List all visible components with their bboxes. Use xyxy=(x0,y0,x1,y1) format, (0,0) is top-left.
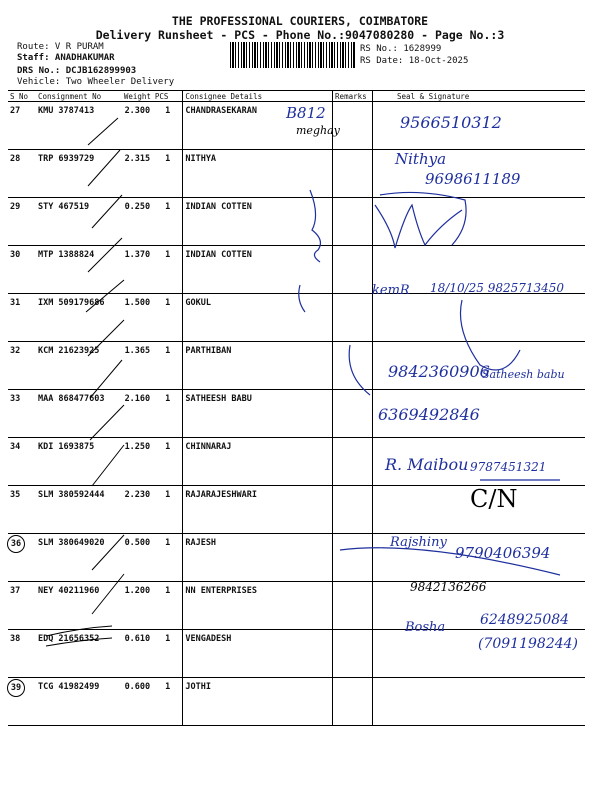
hw-sig-39: Bosha xyxy=(405,620,446,635)
row-sno: 37 xyxy=(10,586,21,596)
col-pcs: PCS xyxy=(153,91,183,102)
row-weight: 2.230 xyxy=(122,486,153,534)
row-pcs: 1 xyxy=(153,390,183,438)
row-consignee: CHANDRASEKARAN xyxy=(183,102,333,150)
row-consignment: TRP 6939729 xyxy=(36,150,122,198)
row-consignment: NEY 40211960 xyxy=(36,582,122,630)
row-consignment: SLM 380592444 xyxy=(36,486,122,534)
ink-strokes xyxy=(299,190,560,575)
row-pcs: 1 xyxy=(153,630,183,678)
route-label: Route: V R PURAM xyxy=(17,42,104,52)
row-consignment: KDI 1693875 xyxy=(36,438,122,486)
hw-phone-38: 9842136266 xyxy=(410,580,487,594)
row-weight: 1.200 xyxy=(122,582,153,630)
row-sno: 38 xyxy=(10,634,21,644)
row-consignee: NITHYA xyxy=(183,150,333,198)
row-sno: 31 xyxy=(10,298,21,308)
row-weight: 0.600 xyxy=(122,678,153,726)
row-consignment: MAA 868477603 xyxy=(36,390,122,438)
tick-marks xyxy=(46,118,124,646)
row-consignee: JOTHI xyxy=(183,678,333,726)
row-sno: 29 xyxy=(10,202,21,212)
row-pcs: 1 xyxy=(153,678,183,726)
row-consignee: RAJESH xyxy=(183,534,333,582)
hw-phone-33: 9842360906 xyxy=(388,362,490,381)
row-sno: 36 xyxy=(7,535,25,553)
row-consignment: KMU 3787413 xyxy=(36,102,122,150)
row-weight: 0.500 xyxy=(122,534,153,582)
rs-number: RS No.: 1628999 xyxy=(360,44,442,54)
row-weight: 0.610 xyxy=(122,630,153,678)
runsheet-subtitle: Delivery Runsheet - PCS - Phone No.:9047080280 - Page No.:3 xyxy=(95,28,505,42)
row-consignment: TCG 41982499 xyxy=(36,678,122,726)
col-signature: Seal & Signature xyxy=(373,91,585,102)
row-weight: 1.370 xyxy=(122,246,153,294)
row-pcs: 1 xyxy=(153,294,183,342)
row-pcs: 1 xyxy=(153,438,183,486)
row-weight: 1.365 xyxy=(122,342,153,390)
hw-sig-28: Nithya xyxy=(395,150,447,168)
row-weight: 2.300 xyxy=(122,102,153,150)
row-weight: 1.250 xyxy=(122,438,153,486)
row-sno: 34 xyxy=(10,442,21,452)
row-sno: 33 xyxy=(10,394,21,404)
hw-sig-37: Rajshiny xyxy=(390,535,447,550)
hw-phone2-39: (7091198244) xyxy=(478,636,578,652)
row-consignment: SLM 380649020 xyxy=(36,534,122,582)
row-consignment: STY 467519 xyxy=(36,198,122,246)
row-sno: 39 xyxy=(7,679,25,697)
row-pcs: 1 xyxy=(153,150,183,198)
row-pcs: 1 xyxy=(153,102,183,150)
row-consignee: INDIAN COTTEN xyxy=(183,198,333,246)
row-sno: 28 xyxy=(10,154,21,164)
row-consignee: RAJARAJESHWARI xyxy=(183,486,333,534)
row-consignment: IXM 509179686 xyxy=(36,294,122,342)
row-pcs: 1 xyxy=(153,582,183,630)
row-consignment: EDQ 21656352 xyxy=(36,630,122,678)
hw-name-27: meghay xyxy=(296,124,340,137)
row-consignment: KCM 21623925 xyxy=(36,342,122,390)
rs-date: RS Date: 18-Oct-2025 xyxy=(360,56,469,66)
col-sno: S No xyxy=(8,91,36,102)
row-pcs: 1 xyxy=(153,246,183,294)
row-pcs: 1 xyxy=(153,198,183,246)
hw-mark-36: C/N xyxy=(470,485,518,513)
col-consignee: Consignee Details xyxy=(183,91,333,102)
col-weight: Weight xyxy=(123,91,151,101)
hw-line-31: 18/10/25 9825713450 xyxy=(430,281,565,295)
row-consignment: MTP 1388824 xyxy=(36,246,122,294)
hw-phone-27: 9566510312 xyxy=(400,113,502,132)
hw-phone-28: 9698611189 xyxy=(425,170,521,188)
row-sno: 30 xyxy=(10,250,21,260)
hw-phone-34: 6369492846 xyxy=(378,405,480,424)
row-sno: 35 xyxy=(10,490,21,500)
hw-sig-31: kemR xyxy=(372,283,410,298)
hw-sig-35: R. Maibou xyxy=(385,455,469,474)
row-pcs: 1 xyxy=(153,342,183,390)
row-sno: 32 xyxy=(10,346,21,356)
col-remarks: Remarks xyxy=(333,91,373,102)
row-weight: 0.250 xyxy=(122,198,153,246)
row-consignee: PARTHIBAN xyxy=(183,342,333,390)
staff-label: Staff: ANADHAKUMAR xyxy=(17,53,115,63)
row-pcs: 1 xyxy=(153,486,183,534)
col-consignment: Consignment No xyxy=(36,91,122,102)
company-title: THE PROFESSIONAL COURIERS, COIMBATORE xyxy=(171,14,429,28)
row-consignee: GOKUL xyxy=(183,294,333,342)
row-consignee: NN ENTERPRISES xyxy=(183,582,333,630)
row-consignee: SATHEESH BABU xyxy=(183,390,333,438)
hw-name-33: Satheesh babu xyxy=(482,368,565,381)
row-consignee: INDIAN COTTEN xyxy=(183,246,333,294)
row-weight: 2.315 xyxy=(122,150,153,198)
row-weight: 2.160 xyxy=(122,390,153,438)
row-consignee: CHINNARAJ xyxy=(183,438,333,486)
vehicle-label: Vehicle: Two Wheeler Delivery xyxy=(17,77,175,87)
row-consignee: VENGADESH xyxy=(183,630,333,678)
row-weight: 1.500 xyxy=(122,294,153,342)
hw-phone-35: 9787451321 xyxy=(470,460,547,474)
hw-phone1-39: 6248925084 xyxy=(480,612,570,628)
row-sno: 27 xyxy=(10,106,21,116)
hw-remark-27: B812 xyxy=(286,104,326,122)
row-pcs: 1 xyxy=(153,534,183,582)
hw-phone-37: 9790406394 xyxy=(455,544,551,562)
drs-number: DRS No.: DCJB162899903 xyxy=(17,66,137,76)
